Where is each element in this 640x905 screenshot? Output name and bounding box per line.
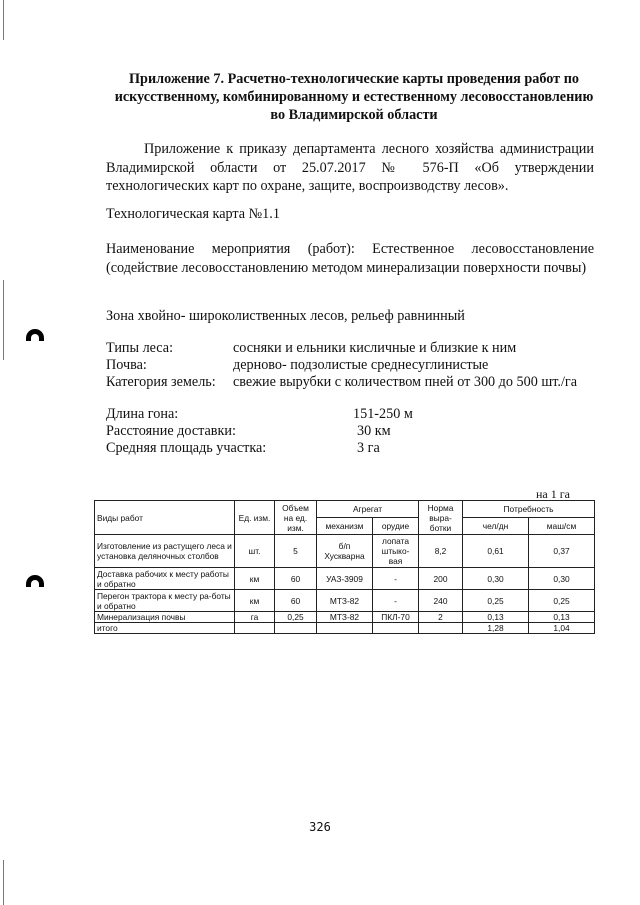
work-table xyxy=(94,500,595,634)
total-label: итого xyxy=(95,623,235,634)
scan-edge-line xyxy=(3,860,4,905)
header-tool: орудие xyxy=(373,518,419,535)
area-value: 3 га xyxy=(357,440,380,456)
card-title: Технологическая карта №1.1 xyxy=(106,206,280,222)
forest-types-value: сосняки и ельники кисличные и близкие к ним xyxy=(233,340,517,356)
total-man-days: 1,28 xyxy=(463,623,529,634)
row-norm: 200 xyxy=(419,568,463,590)
binder-hole-mark xyxy=(26,329,44,341)
run-length-value: 151-250 м xyxy=(353,406,413,422)
delivery-label: Расстояние доставки: xyxy=(106,423,236,439)
row-man-days: 0,13 xyxy=(463,612,529,623)
header-aggregate: Агрегат xyxy=(317,501,419,518)
row-tool: - xyxy=(373,568,419,590)
binder-hole-mark xyxy=(26,575,44,587)
row-volume: 60 xyxy=(275,590,317,612)
row-tool: ПКЛ-70 xyxy=(373,612,419,623)
row-unit: км xyxy=(235,568,275,590)
row-norm: 8,2 xyxy=(419,535,463,568)
row-mechanism: УАЗ-3909 xyxy=(317,568,373,590)
header-unit: Ед. изм. xyxy=(235,501,275,535)
row-volume: 60 xyxy=(275,568,317,590)
row-machine-shifts: 0,37 xyxy=(529,535,595,568)
table-total-row xyxy=(95,623,595,634)
page-number: 326 xyxy=(309,820,331,834)
row-norm: 240 xyxy=(419,590,463,612)
row-mechanism: б/п Хускварна xyxy=(317,535,373,568)
table-row xyxy=(95,590,595,612)
table-unit-note: на 1 га xyxy=(536,487,570,501)
row-mechanism: МТЗ-82 xyxy=(317,590,373,612)
row-work: Доставка рабочих к месту работы и обратно xyxy=(95,568,235,590)
row-norm: 2 xyxy=(419,612,463,623)
land-value: свежие вырубки с количеством пней от 300 до 500 шт./га xyxy=(233,374,578,390)
run-length-label: Длина гона: xyxy=(106,406,179,422)
soil-label: Почва: xyxy=(106,357,147,373)
delivery-value: 30 км xyxy=(357,423,391,439)
row-unit: шт. xyxy=(235,535,275,568)
row-volume: 5 xyxy=(275,535,317,568)
row-tool: лопата штыко-вая xyxy=(373,535,419,568)
row-work: Перегон трактора к месту ра-боты и обратно xyxy=(95,590,235,612)
row-man-days: 0,25 xyxy=(463,590,529,612)
forest-types-label: Типы леса: xyxy=(106,340,174,356)
scan-edge-line xyxy=(3,280,4,360)
zone-line: Зона хвойно- широколиственных лесов, рельеф равнинный xyxy=(106,308,465,324)
header-man-days: чел/дн xyxy=(463,518,529,535)
row-man-days: 0,30 xyxy=(463,568,529,590)
row-man-days: 0,61 xyxy=(463,535,529,568)
header-need: Потребность xyxy=(463,501,595,518)
scan-edge-line xyxy=(3,0,4,40)
header-norm: Норма выра-ботки xyxy=(419,501,463,535)
row-machine-shifts: 0,30 xyxy=(529,568,595,590)
page-title: Приложение 7. Расчетно-технологические карты проведения работ по искусственному, комбинированному и естественному лесовосстановлению во Владимирской области xyxy=(114,71,594,123)
table-row xyxy=(95,612,595,623)
order-note: Приложение к приказу департамента лесного хозяйства администрации Владимирской области от 25.07.2017 № 576-П «Об утверждении технологических карт по охране, защите, воспроизводству лесов». xyxy=(106,141,594,194)
row-work: Минерализация почвы xyxy=(95,612,235,623)
header-mechanism: механизм xyxy=(317,518,373,535)
table-row xyxy=(95,535,595,568)
header-volume: Объем на ед. изм. xyxy=(275,501,317,535)
row-machine-shifts: 0,25 xyxy=(529,590,595,612)
row-mechanism: МТЗ-82 xyxy=(317,612,373,623)
row-unit: га xyxy=(235,612,275,623)
row-tool: - xyxy=(373,590,419,612)
row-volume: 0,25 xyxy=(275,612,317,623)
header-machine-shifts: маш/см xyxy=(529,518,595,535)
row-machine-shifts: 0,13 xyxy=(529,612,595,623)
soil-value: дерново- подзолистые среднесуглинистые xyxy=(233,357,489,373)
area-label: Средняя площадь участка: xyxy=(106,440,267,456)
activity-name: Наименование мероприятия (работ): Естественное лесовосстановление (содействие лесовосстановлению методом минерализации поверхности почвы) xyxy=(106,241,594,276)
row-unit: км xyxy=(235,590,275,612)
table-row xyxy=(95,568,595,590)
total-machine-shifts: 1,04 xyxy=(529,623,595,634)
header-works: Виды работ xyxy=(95,501,235,535)
row-work: Изготовление из растущего леса и установка деляночных столбов xyxy=(95,535,235,568)
land-label: Категория земель: xyxy=(106,374,216,390)
